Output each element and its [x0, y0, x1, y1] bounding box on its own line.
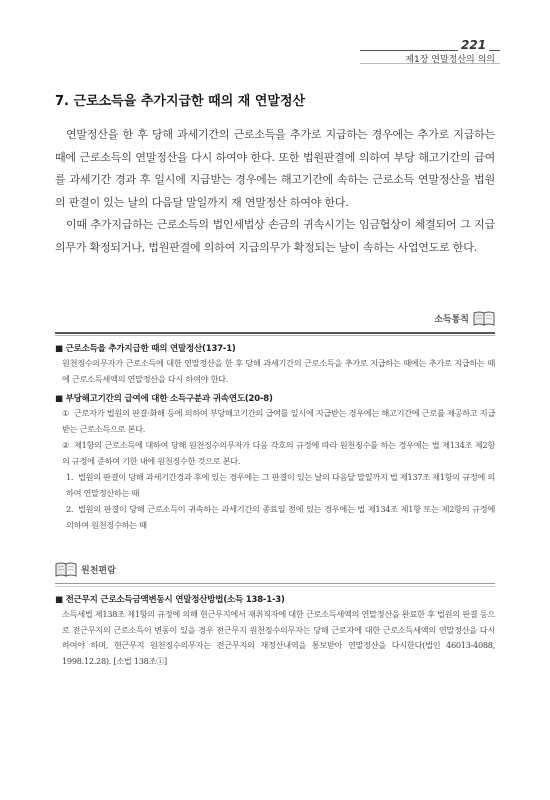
- precedent-badge: [55, 561, 116, 577]
- tax-law-badge: [434, 310, 495, 326]
- sub-1-text: 법원의 판결이 당해 과세기간경과 후에 있는 경우에는 그 판결이 있는 날의 다음달 말일까지 법 제137조 제1항의 규정에 의하여 연말정산하는 때: [66, 472, 495, 498]
- point-1-text: 근로자가 법원의 판결·화해 등에 의하여 부당해고기간의 급여를 일시에 지급받는 경우에는 해고기간에 근로를 제공하고 지급받는 근로소득으로 본다.: [62, 408, 495, 434]
- tax-law-box-rule: [55, 332, 495, 334]
- precedent-heading: ■ 전근무지 근로소득금액변동시 연말정산방법(소득 138-1-3): [55, 595, 285, 605]
- sub-2-text: 법원의 판결이 당해 근로소득이 귀속하는 과세기간의 종료일 전에 있는 경우에는 법 제134조 제1항 또는 제2항의 규정에 의하여 원천징수하는 때: [66, 504, 495, 530]
- sub-1-number: 1.: [66, 472, 74, 482]
- chapter-title: 제1장 연말정산의 의의: [405, 55, 495, 65]
- page-number: 221: [458, 38, 489, 52]
- tax-law-item-2-sub-1: [66, 470, 495, 501]
- point-2-number: ②: [62, 440, 70, 450]
- point-2-text: 제1항의 근로소득에 대하여 당해 원천징수의무자가 다음 각호의 규정에 따라 원천징수를 하는 경우에는 법 제134조 제2항의 규정에 준하여 기한 내에 원천징수한 것으로 본다.: [62, 440, 495, 466]
- body-paragraph-1: 연말정산을 한 후 당해 과세기간의 근로소득을 추가로 지급하는 경우에는 추가로 지급하는 때에 근로소득의 연말정산을 다시 하여야 한다. 또한 법원판결에 의하여 부당 해고기간의 급여를 과세기간 경과 후 일시에 지급받는 경우에는 해고기간에 속하는 근로소득 연말정산을 법원의 판결이 있는 날의 다음달 말일까지 재 연말정산 하여야 한다.: [55, 128, 495, 209]
- tax-law-item-2-point-1: [62, 406, 495, 437]
- precedent-text: 소득세법 제138조 제1항의 규정에 의해 현근무지에서 재취직자에 대한 근로소득세액의 연말정산을 완료한 후 법원의 판결 등으로 전근무지의 근로소득이 변동이 있을 경우 전근무지 원천징수의무자는 당해 근로자에 대한 근로소득세액의 연말정산을 다시 하여야 하며, 현근무지 원천징수의무자는 전근무지의 재정산내역을 통보받아 연말정산을 다시한다(법인 46013-4088, 1998.12.28). [소법 138조①]: [62, 609, 495, 666]
- tax-law-box-rule-thin: [55, 335, 495, 336]
- tax-law-item-1-text: 원천징수의무자가 근로소득에 대한 연말정산을 한 후 당해 과세기간의 근로소득을 추가로 지급하는 때에는 추가로 지급하는 때에 근로소득세액의 연말정산을 다시 하여야 한다.: [62, 358, 495, 384]
- open-book-icon: [473, 310, 495, 326]
- precedent-badge-label: 원천편람: [81, 565, 116, 576]
- body-paragraph-2: 이때 추가지급하는 근로소득의 법인세법상 손금의 귀속시기는 임금협상이 체결되어 그 지급의무가 확정되거나, 법원판결에 의하여 지급의무가 확정되는 날이 속하는 사업연도로 한다.: [55, 218, 495, 254]
- point-1-number: ①: [62, 408, 70, 418]
- sub-2-number: 2.: [66, 504, 74, 514]
- tax-law-badge-label: 소득통칙: [434, 314, 469, 325]
- tax-law-item-1-heading: ■ 근로소득을 추가지급한 때의 연말정산(137-1): [55, 344, 236, 354]
- tax-law-item-2-heading: ■ 부당해고기간의 급여에 대한 소득구분과 귀속연도(20-8): [55, 394, 273, 404]
- tax-law-item-2-sub-2: [66, 502, 495, 533]
- tax-law-item-2-point-2: [62, 438, 495, 469]
- open-book-icon: [55, 561, 77, 577]
- section-title: 7. 근로소득을 추가지급한 때의 재 연말정산: [55, 94, 306, 109]
- precedent-box-rule: [55, 583, 495, 584]
- precedent-box-rule-thin: [55, 586, 495, 587]
